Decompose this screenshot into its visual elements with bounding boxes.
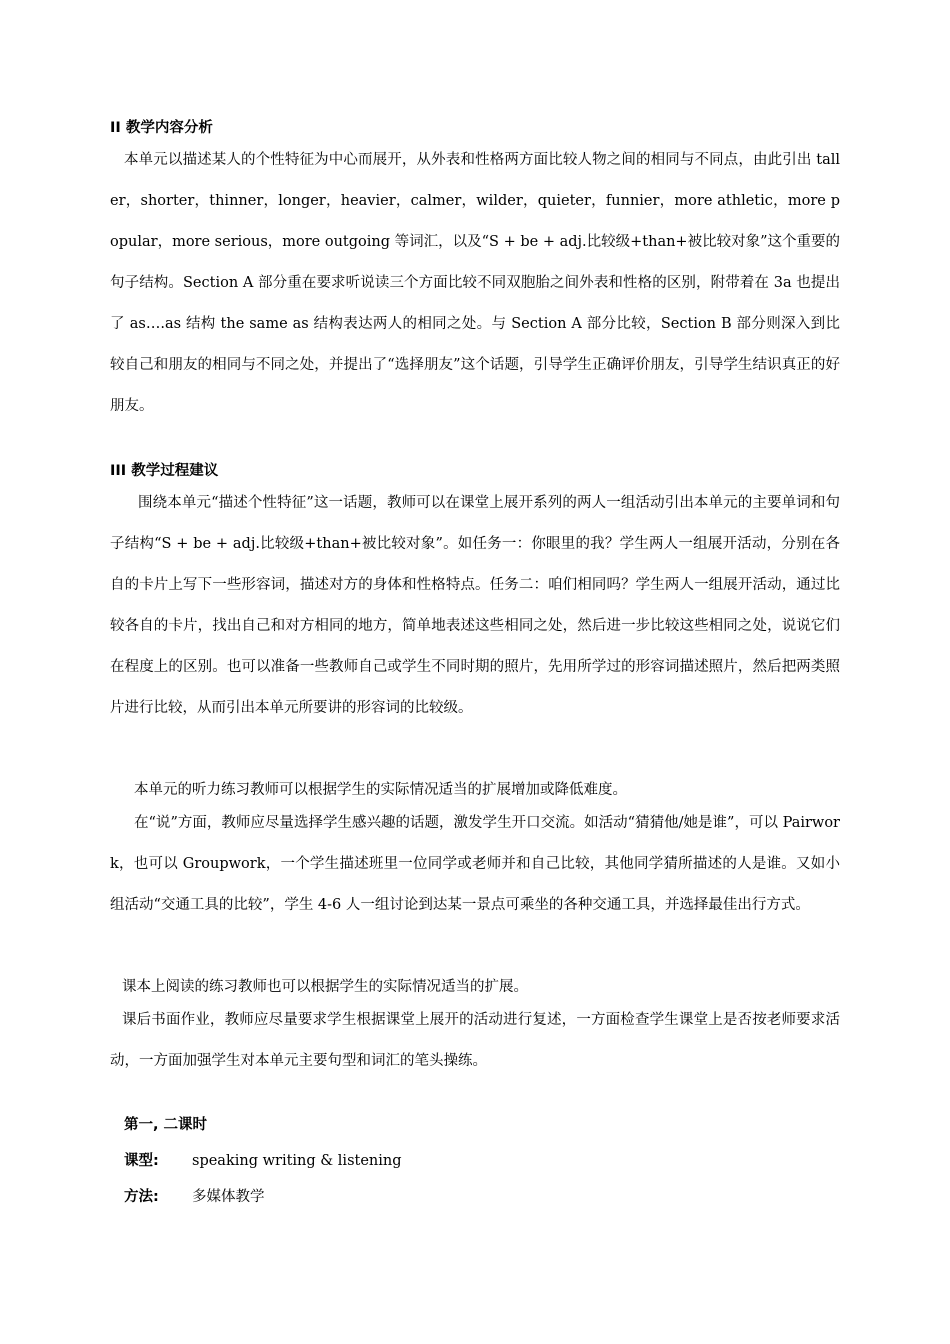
section-3-heading: III 教学过程建议 — [110, 463, 219, 479]
section-3-paragraph-4: 课本上阅读的练习教师也可以根据学生的实际情况适当的扩展。 — [122, 979, 528, 995]
section-3-paragraph-3: 在“说”方面，教师应尽量选择学生感兴趣的话题，激发学生开口交流。如活动“猜猜他/她是谁”，可以 Pairwork，也可以 Groupwork，一个学生描述班里一位同学或老师并和自己比较，其他同学猜所描述的人是谁。又如小组活动“交通工具的比较”，学生 4-6 人一组讨论到达某一景点可乘坐的各种交通工具，并选择最佳出行方式。 — [110, 815, 840, 913]
section-3-paragraph-5: 课后书面作业，教师应尽量要求学生根据课堂上展开的活动进行复述，一方面检查学生课堂上是否按老师要求活动，一方面加强学生对本单元主要句型和词汇的笔头操练。 — [110, 1012, 840, 1069]
lesson-title: 第一, 二课时 — [124, 1117, 208, 1133]
lesson-type-label: 课型: — [124, 1153, 159, 1169]
section-2-heading: II 教学内容分析 — [110, 120, 213, 136]
lesson-method-row — [124, 1185, 265, 1206]
section-3-paragraph-2: 本单元的听力练习教师可以根据学生的实际情况适当的扩展增加或降低难度。 — [134, 782, 627, 798]
lesson-method-value: 多媒体教学 — [192, 1189, 265, 1205]
lesson-type-row — [124, 1149, 402, 1170]
lesson-type-value: speaking writing & listening — [192, 1153, 402, 1169]
section-2-paragraph: 本单元以描述某人的个性特征为中心而展开，从外表和性格两方面比较人物之间的相同与不同点，由此引出 taller，shorter，thinner，longer，heavier，calmer，wilder，quieter，funnier，more athletic，more popular，more serious，more outgoing 等词汇，以及“S + be + adj.比较级+than+被比较对象”这个重要的句子结构。Section A 部分重在要求听说读三个方面比较不同双胞胎之间外表和性格的区别，附带着在 3a 也提出了 as….as 结构 the same as 结构表达两人的相同之处。与 Section A 部分比较，Section B 部分则深入到比较自己和朋友的相同与不同之处，并提出了“选择朋友”这个话题，引导学生正确评价朋友，引导学生结识真正的好朋友。 — [110, 152, 840, 414]
section-3-paragraph-1: 围绕本单元“描述个性特征”这一话题，教师可以在课堂上展开系列的两人一组活动引出本单元的主要单词和句子结构“S + be + adj.比较级+than+被比较对象”。如任务一：你眼里的我？学生两人一组展开活动，分别在各自的卡片上写下一些形容词，描述对方的身体和性格特点。任务二：咱们相同吗？学生两人一组展开活动，通过比较各自的卡片，找出自己和对方相同的地方，简单地表述这些相同之处，然后进一步比较这些相同之处，说说它们在程度上的区别。也可以准备一些教师自己或学生不同时期的照片，先用所学过的形容词描述照片，然后把两类照片进行比较，从而引出本单元所要讲的形容词的比较级。 — [110, 495, 840, 716]
lesson-method-label: 方法: — [124, 1189, 159, 1205]
